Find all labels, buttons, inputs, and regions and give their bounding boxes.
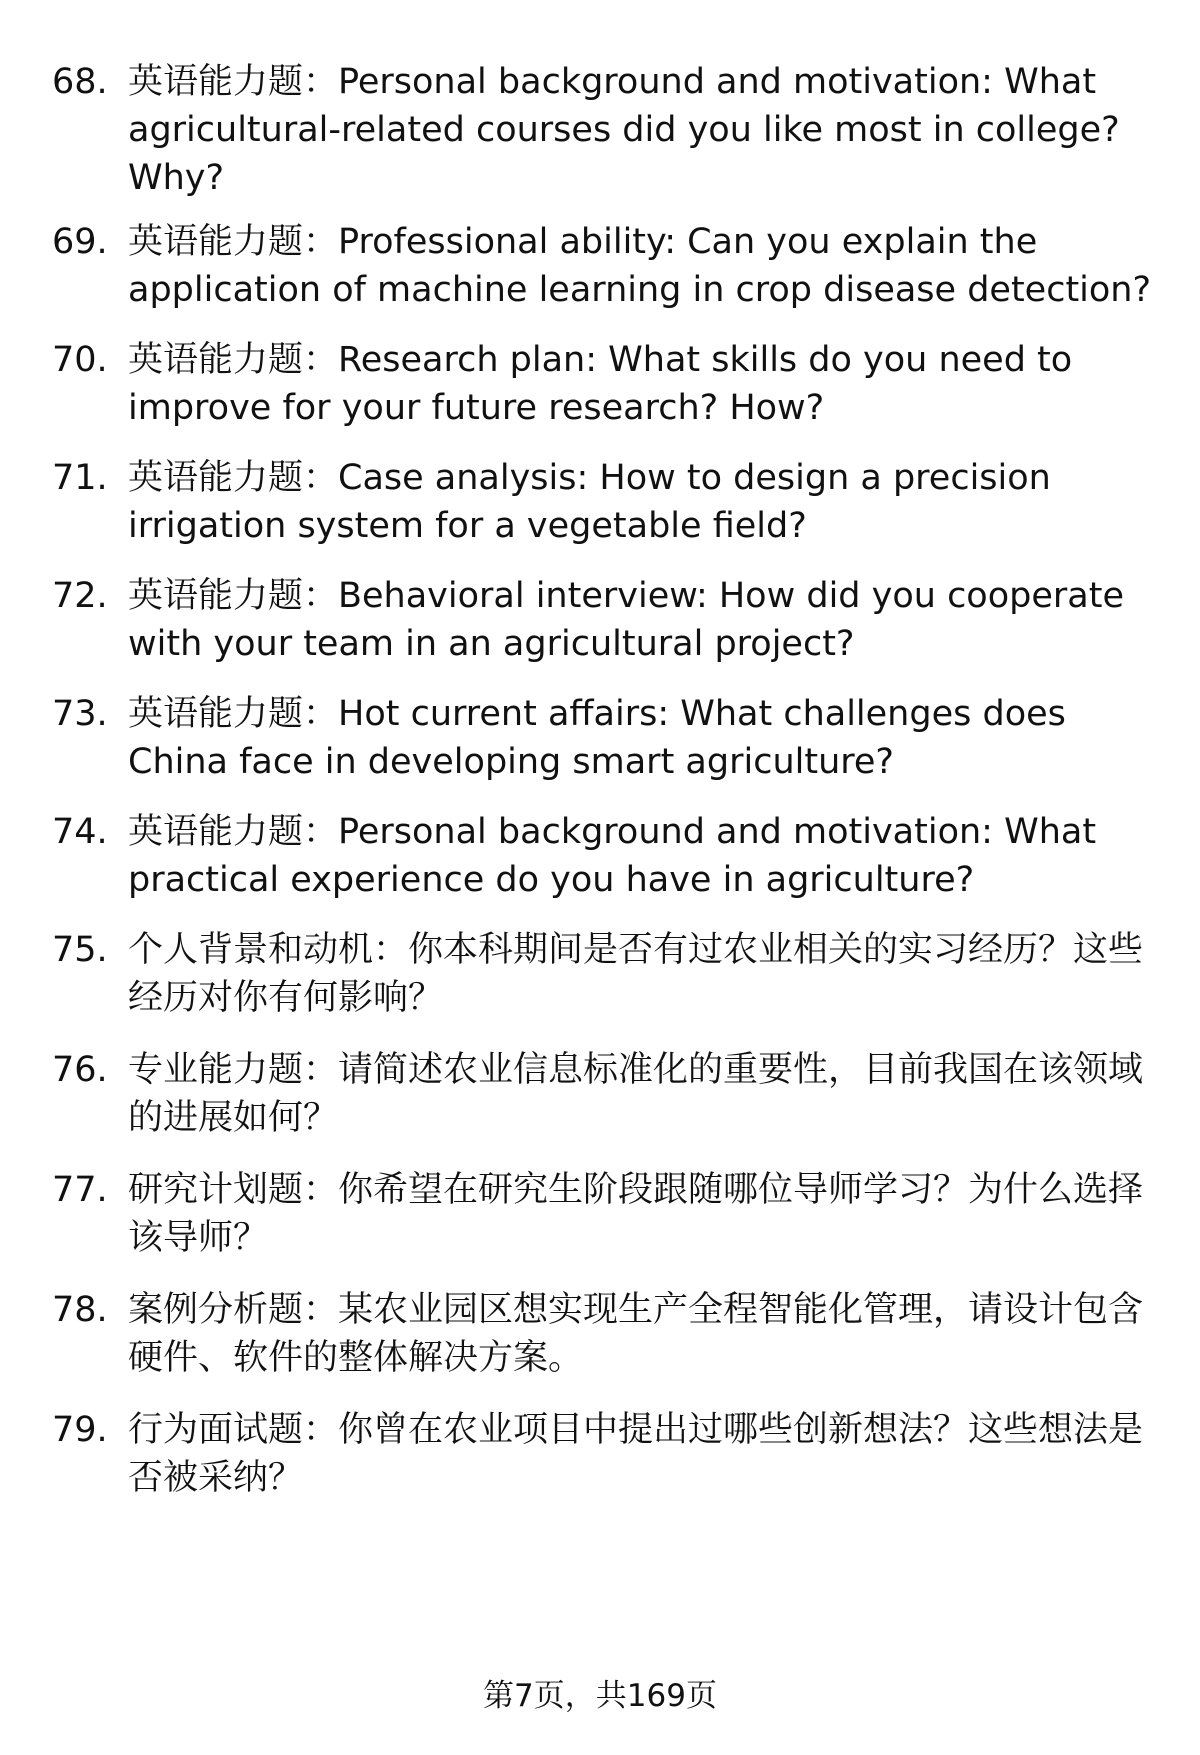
question-text: 英语能力题：Behavioral interview: How did you cooperate with your team in an agricultural project?: [128, 576, 1124, 664]
question-item: [52, 926, 1152, 1022]
question-number: 79.: [52, 1410, 108, 1450]
question-number: 75.: [52, 930, 108, 970]
question-text: 个人背景和动机：你本科期间是否有过农业相关的实习经历？这些经历对你有何影响？: [128, 930, 1144, 1018]
question-text: 英语能力题：Personal background and motivation: What agricultural-related courses did you like most in college? Why?: [128, 62, 1120, 198]
question-item: [52, 1286, 1152, 1382]
question-item: [52, 1166, 1152, 1262]
question-item: [52, 336, 1152, 432]
question-text: 专业能力题：请简述农业信息标准化的重要性，目前我国在该领域的进展如何？: [128, 1050, 1144, 1138]
question-text: 行为面试题：你曾在农业项目中提出过哪些创新想法？这些想法是否被采纳？: [128, 1410, 1144, 1498]
question-item: [52, 808, 1152, 904]
question-number: 77.: [52, 1170, 108, 1210]
page-footer: [0, 1676, 1200, 1716]
question-item: [52, 1406, 1152, 1502]
question-item: [52, 690, 1152, 786]
question-number: 74.: [52, 812, 108, 852]
question-number: 78.: [52, 1290, 108, 1330]
question-text: 英语能力题：Professional ability: Can you explain the application of machine learning in crop disease detection?: [128, 222, 1152, 310]
question-text: 英语能力题：Hot current affairs: What challenges does China face in developing smart agriculture?: [128, 694, 1066, 782]
question-text: 英语能力题：Case analysis: How to design a precision irrigation system for a vegetable field?: [128, 458, 1051, 546]
question-text: 英语能力题：Personal background and motivation: What practical experience do you have in agriculture?: [128, 812, 1097, 900]
question-number: 70.: [52, 340, 108, 380]
question-number: 76.: [52, 1050, 108, 1090]
page-number-label: 第7页，共169页: [483, 1678, 717, 1714]
question-text: 案例分析题：某农业园区想实现生产全程智能化管理，请设计包含硬件、软件的整体解决方案。: [128, 1290, 1144, 1378]
question-number: 68.: [52, 62, 108, 102]
question-item: [52, 1046, 1152, 1142]
question-item: [52, 454, 1152, 550]
question-number: 73.: [52, 694, 108, 734]
question-item: [52, 218, 1152, 314]
question-text: 英语能力题：Research plan: What skills do you need to improve for your future research? How?: [128, 340, 1073, 428]
question-number: 72.: [52, 576, 108, 616]
question-item: [52, 572, 1152, 668]
question-number: 69.: [52, 222, 108, 262]
question-item: [52, 58, 1152, 202]
question-number: 71.: [52, 458, 108, 498]
question-text: 研究计划题：你希望在研究生阶段跟随哪位导师学习？为什么选择该导师？: [128, 1170, 1144, 1258]
